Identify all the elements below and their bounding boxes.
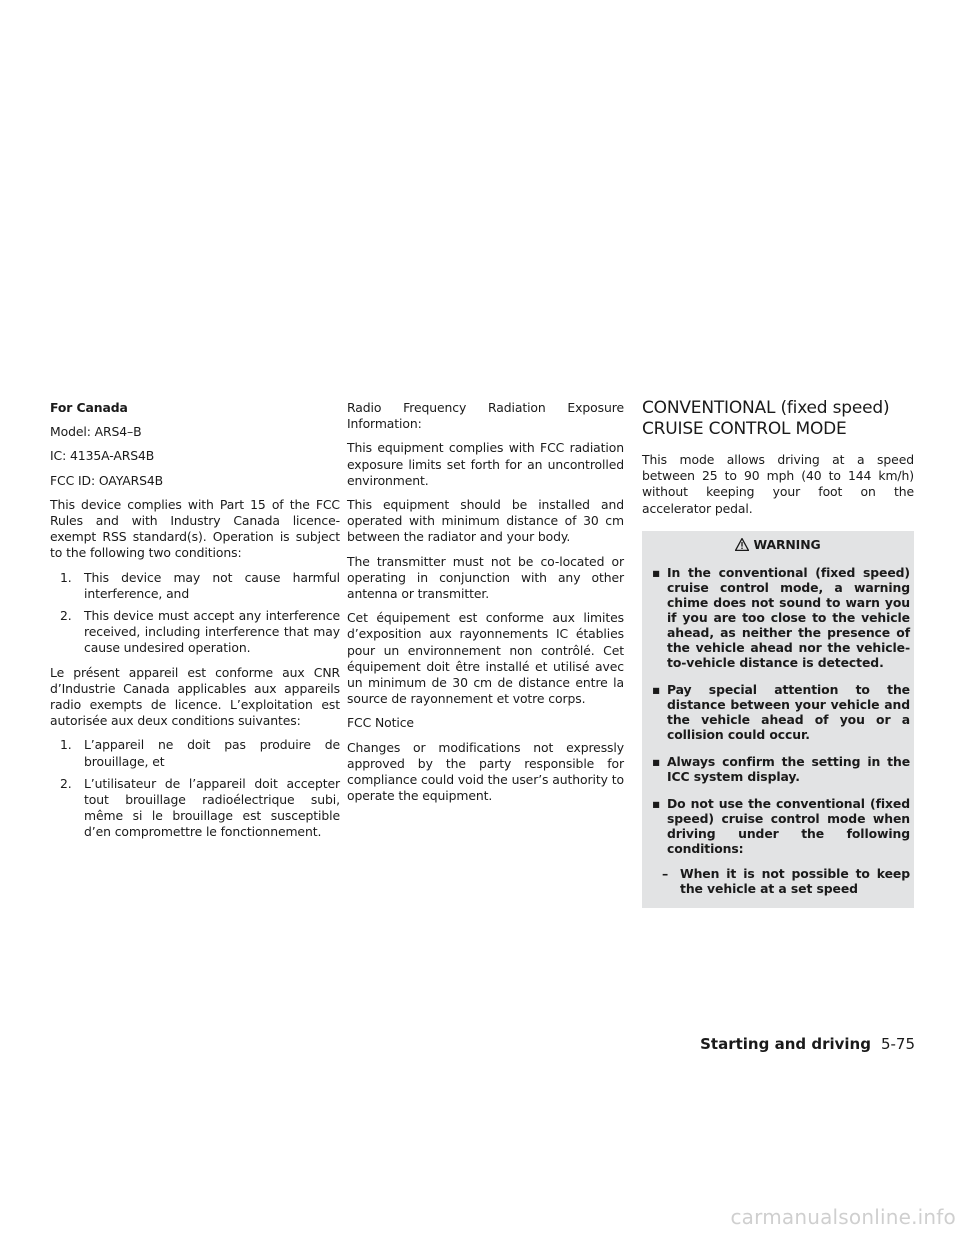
paragraph: Changes or modifications not expressly approved by the party responsible for compliance could void the user’s authority to operate the equipment. — [347, 739, 624, 804]
fcc-id-text: FCC ID: OAYARS4B — [50, 472, 164, 488]
paragraph: This equipment complies with FCC radiation exposure limits set forth for an uncontrolled environment. — [347, 440, 624, 488]
page-footer — [700, 1035, 915, 1053]
warning-label: WARNING — [753, 536, 821, 552]
warning-triangle-icon — [735, 538, 749, 551]
warning-item — [646, 559, 910, 676]
bullet-icon: ▪ — [652, 681, 661, 697]
paragraph: Cet équipement est conforme aux limites d’exposition aux rayonnements IC établies pour un environnement non contrôlé. Cet équipement doit être installé et utilisé avec un minimum de 30 cm de distance entre la source de rayonnement et votre corps. — [347, 610, 624, 707]
paragraph: The transmitter must not be co-located or operating in conjunction with any other antenna or transmitter. — [347, 553, 624, 602]
section-heading: For Canada — [50, 400, 128, 415]
title-line-1: CONVENTIONAL (fixed speed) — [642, 398, 890, 418]
warning-item-text: Always confirm the setting in the ICC system display. — [667, 753, 910, 784]
warning-item — [646, 676, 910, 748]
list-number: 1. — [60, 737, 72, 753]
french-intro: Le présent appareil est conforme aux CNR d’Industrie Canada applicables aux appareils radio exempts de licence. L’exploitation est autorisée aux deux conditions suivantes: — [50, 664, 340, 729]
section-title — [642, 398, 914, 440]
warning-item — [646, 790, 910, 862]
warning-item-text: Do not use the conventional (fixed speed) cruise control mode when driving under the following conditions: — [667, 795, 910, 856]
warning-subitem-text: When it is not possible to keep the vehicle at a set speed — [680, 865, 910, 896]
french-conditions-list — [50, 737, 340, 840]
watermark: carmanualsonline.info — [730, 1205, 956, 1229]
bullet-icon: ▪ — [652, 795, 661, 811]
list-text: This device must accept any interference received, including interference that may cause undesired operation. — [84, 608, 340, 656]
list-number: 1. — [60, 569, 72, 585]
list-text: This device may not cause harmful interference, and — [84, 569, 340, 601]
model-text: Model: ARS4–B — [50, 424, 142, 440]
warning-item — [646, 748, 910, 790]
list-number: 2. — [60, 608, 72, 624]
paragraph: This equipment should be installed and operated with minimum distance of 30 cm between the radiator and your body. — [347, 497, 624, 545]
list-item — [50, 776, 340, 841]
list-item — [50, 737, 340, 769]
column-right — [642, 400, 914, 908]
paragraph: Radio Frequency Radiation Exposure Information: — [347, 400, 624, 432]
warning-item-text: In the conventional (fixed speed) cruise control mode, a warning chime does not sound to warn you if you are too close to the vehicle ahead, as neither the presence of the vehicle ahead nor the vehicle-to-vehicle distance is detected. — [667, 564, 910, 670]
warning-subitem — [646, 862, 910, 900]
ic-text: IC: 4135A-ARS4B — [50, 448, 155, 464]
conditions-list — [50, 570, 340, 657]
bullet-icon: ▪ — [652, 753, 661, 769]
list-text: L’appareil ne doit pas produire de brouillage, et — [84, 737, 340, 769]
column-left — [50, 400, 340, 849]
fcc-notice-heading: FCC Notice — [347, 715, 414, 731]
warning-list — [646, 559, 910, 862]
title-line-2: CRUISE CONTROL MODE — [642, 419, 847, 439]
compliance-intro: This device complies with Part 15 of the FCC Rules and with Industry Canada licence-exempt RSS standard(s). Operation is subject to the following two conditions: — [50, 496, 340, 561]
warning-item-text: Pay special attention to the distance between your vehicle and the vehicle ahead of you or a collision could occur. — [667, 681, 910, 742]
column-middle — [347, 400, 624, 812]
list-item — [50, 570, 340, 602]
list-item — [50, 608, 340, 657]
warning-box — [642, 531, 914, 908]
dash-icon: – — [662, 865, 669, 881]
bullet-icon: ▪ — [652, 564, 661, 580]
page-number: 5-75 — [880, 1035, 915, 1053]
list-text: L’utilisateur de l’appareil doit accepter tout brouillage radioélectrique subi, même si le brouillage est susceptible d’en compromettre le fonctionnement. — [84, 775, 340, 840]
list-number: 2. — [60, 775, 72, 791]
mode-intro: This mode allows driving at a speed between 25 to 90 mph (40 to 144 km/h) without keeping your foot on the accelerator pedal. — [642, 452, 914, 516]
warning-header — [646, 531, 910, 559]
footer-section-name: Starting and driving — [700, 1035, 871, 1053]
